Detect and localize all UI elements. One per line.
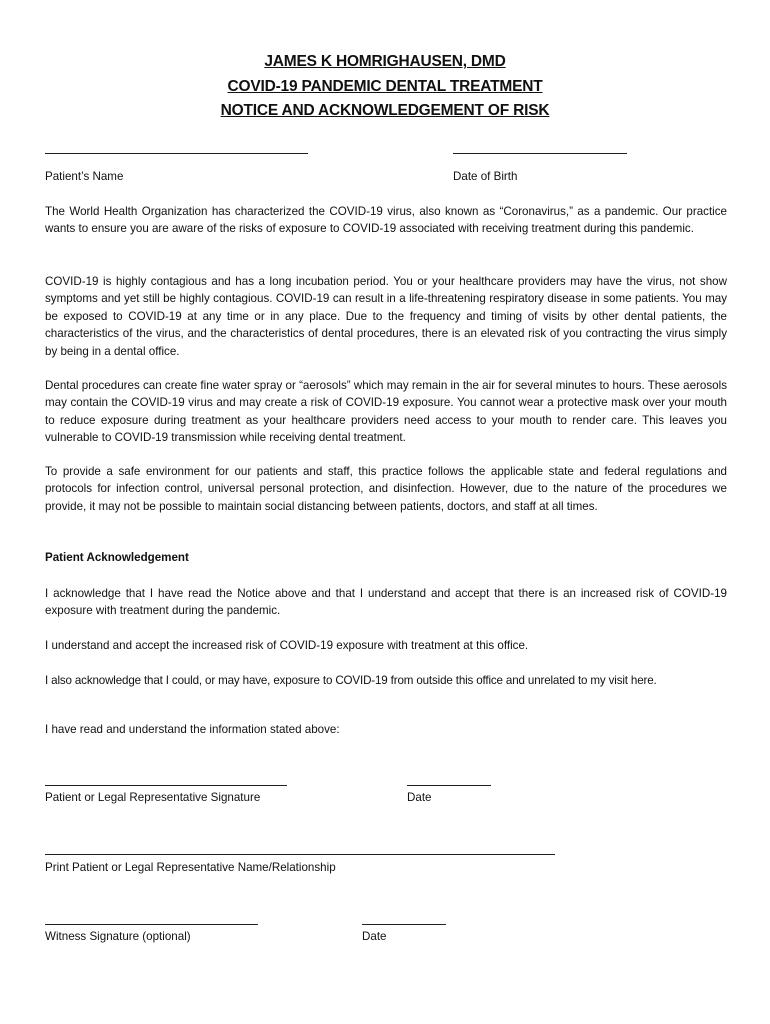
- paragraph-safe-environment: To provide a safe environment for our patients and staff, this practice follows the applicable state and federal regulations and protocols for infection control, universal personal protection, and disinfection. However, due to the nature of the procedures we provide, it may not be possible to maintain social distancing between patients, doctors, and staff at all times.: [45, 465, 727, 513]
- read-statement: I have read and understand the information stated above:: [45, 723, 340, 736]
- paragraph-aerosols: Dental procedures can create fine water spray or “aerosols” which may remain in the air for several minutes to hours. These aerosols may contain the COVID-19 virus and may create a risk of COVID-19 exposure. You cannot wear a protective mask over your mouth to reduce exposure during treatment as your healthcare providers need access to your mouth to render care. This leaves you vulnerable to COVID-19 transmission while receiving dental treatment.: [45, 379, 727, 445]
- signature-date-field[interactable]: [407, 785, 491, 786]
- date-of-birth-label: Date of Birth: [453, 170, 518, 183]
- acknowledgement-2: I understand and accept the increased risk of COVID-19 exposure with treatment at this office.: [45, 639, 529, 652]
- witness-signature-label: Witness Signature (optional): [45, 930, 191, 943]
- form-header: [0, 50, 770, 124]
- patient-name-field[interactable]: [45, 153, 308, 154]
- print-name-field[interactable]: [45, 854, 555, 855]
- witness-date-label: Date: [362, 930, 387, 943]
- print-name-label: Print Patient or Legal Representative Name/Relationship: [45, 861, 336, 874]
- practice-name: JAMES K HOMRIGHAUSEN, DMD: [264, 53, 506, 70]
- paragraph-who-pandemic: The World Health Organization has characterized the COVID-19 virus, also known as “Coronavirus,” as a pandemic. Our practice wants to ensure you are aware of the risks of exposure to COVID-19 associated with receiving treatment during this pandemic.: [45, 205, 727, 236]
- witness-date-field[interactable]: [362, 924, 446, 925]
- acknowledgement-heading: Patient Acknowledgement: [45, 551, 189, 564]
- date-of-birth-field[interactable]: [453, 153, 627, 154]
- patient-signature-label: Patient or Legal Representative Signature: [45, 791, 261, 804]
- paragraph-contagious: COVID-19 is highly contagious and has a long incubation period. You or your healthcare providers may have the virus, not show symptoms and yet still be highly contagious. COVID-19 can result in a life-threatening respiratory disease in some patients. You may be exposed to COVID-19 at any time or in any place. Due to the frequency and timing of visits by other dental patients, the characteristics of the virus, and the characteristics of dental procedures, there is an elevated risk of you contracting the virus simply by being in a dental office.: [45, 275, 727, 358]
- acknowledgement-3: I also acknowledge that I could, or may have, exposure to COVID-19 from outside this office and unrelated to my visit here.: [45, 674, 657, 687]
- witness-signature-field[interactable]: [45, 924, 258, 925]
- patient-signature-field[interactable]: [45, 785, 287, 786]
- patient-name-label: Patient’s Name: [45, 170, 124, 183]
- form-subtitle: NOTICE AND ACKNOWLEDGEMENT OF RISK: [220, 102, 550, 119]
- signature-date-label: Date: [407, 791, 432, 804]
- form-title: COVID-19 PANDEMIC DENTAL TREATMENT: [227, 77, 543, 95]
- acknowledgement-1: I acknowledge that I have read the Notice above and that I understand and accept that there is an increased risk of COVID-19 exposure with treatment during the pandemic.: [45, 587, 727, 618]
